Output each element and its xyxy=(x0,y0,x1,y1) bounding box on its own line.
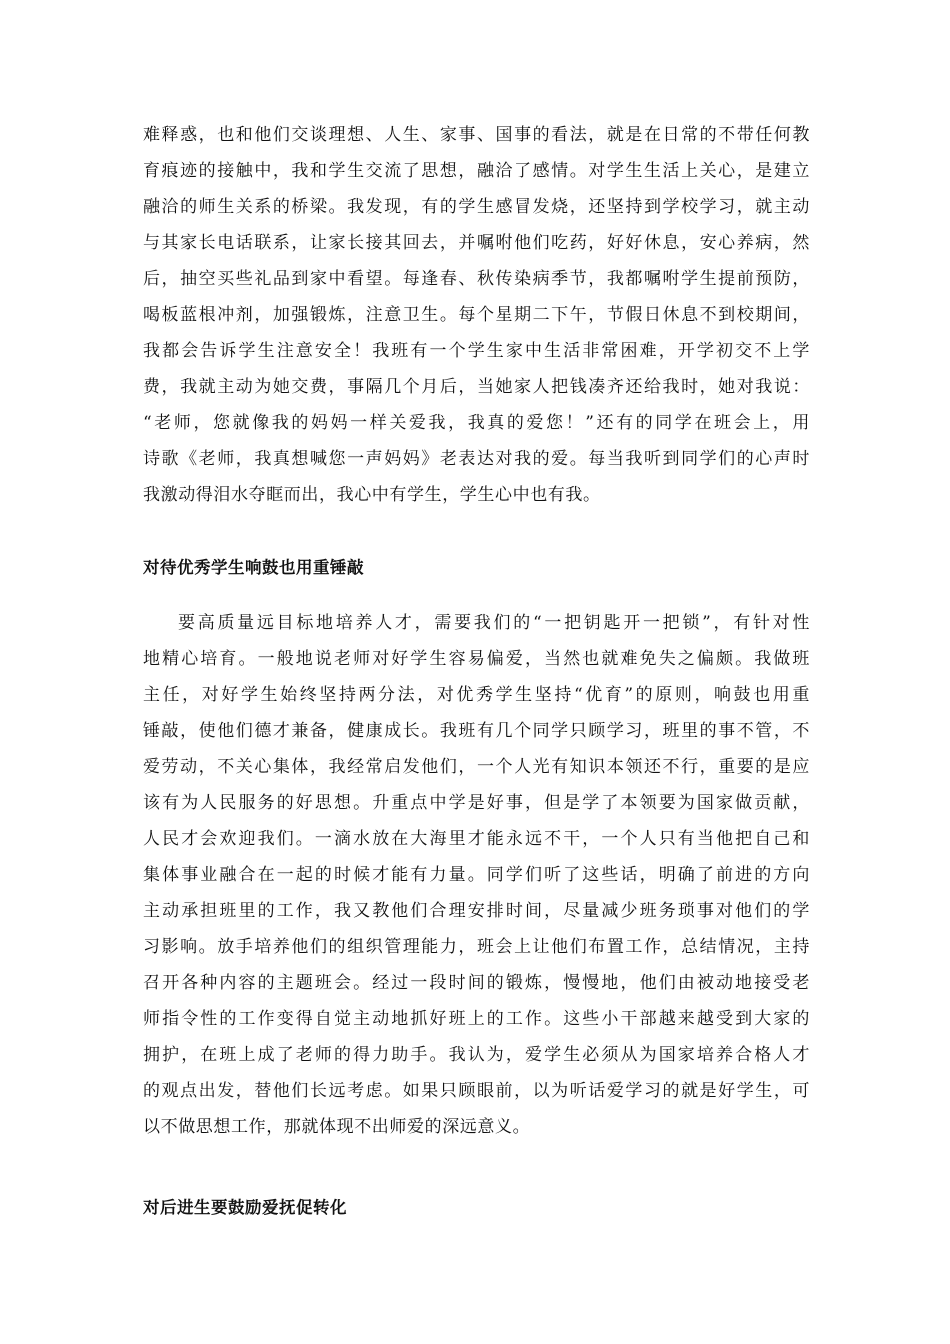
paragraph-line: 的观点出发，替他们长远考虑。如果只顾眼前，以为听话爱学习的就是好学生，可 xyxy=(143,1081,810,1101)
paragraph-line: 后，抽空买些礼品到家中看望。每逢春、秋传染病季节，我都嘱咐学生提前预防， xyxy=(143,269,810,289)
paragraph-line: 我激动得泪水夺眶而出，我心中有学生，学生心中也有我。 xyxy=(143,485,601,505)
paragraph-line: 以不做思想工作，那就体现不出师爱的深远意义。 xyxy=(143,1117,531,1137)
section-heading-excellent-students: 对待优秀学生响鼓也用重锤敲 xyxy=(143,558,364,577)
paragraph-line: 主动承担班里的工作，我又教他们合理安排时间，尽量减少班务琐事对他们的学 xyxy=(143,901,810,921)
section-heading-lagging-students: 对后进生要鼓励爱抚促转化 xyxy=(143,1198,347,1217)
paragraph-line: 主任，对好学生始终坚持两分法，对优秀学生坚持“优育”的原则，响鼓也用重 xyxy=(143,685,810,705)
paragraph-line: 地精心培育。一般地说老师对好学生容易偏爱，当然也就难免失之偏颇。我做班 xyxy=(143,649,810,669)
paragraph-line: “老师，您就像我的妈妈一样关爱我，我真的爱您！”还有的同学在班会上，用 xyxy=(143,413,810,433)
paragraph-line: 融洽的师生关系的桥梁。我发现，有的学生感冒发烧，还坚持到学校学习，就主动 xyxy=(143,197,810,217)
paragraph-line: 爱劳动，不关心集体，我经常启发他们，一个人光有知识本领还不行，重要的是应 xyxy=(143,757,810,777)
paragraph-line: 与其家长电话联系，让家长接其回去，并嘱咐他们吃药，好好休息，安心养病，然 xyxy=(143,233,810,253)
paragraph-line: 该有为人民服务的好思想。升重点中学是好事，但是学了本领要为国家做贡献， xyxy=(143,793,810,813)
paragraph-line: 难释惑，也和他们交谈理想、人生、家事、国事的看法，就是在日常的不带任何教 xyxy=(143,125,810,145)
paragraph-line: 诗歌《老师，我真想喊您一声妈妈》老表达对我的爱。每当我听到同学们的心声时 xyxy=(143,449,810,469)
paragraph-line: 喝板蓝根冲剂，加强锻炼，注意卫生。每个星期二下午，节假日休息不到校期间， xyxy=(143,305,810,325)
paragraph-excellent-students xyxy=(143,605,810,1145)
paragraph-line: 人民才会欢迎我们。一滴水放在大海里才能永远不干，一个人只有当他把自己和 xyxy=(143,829,810,849)
paragraph-line: 师指令性的工作变得自觉主动地抓好班上的工作。这些小干部越来越受到大家的 xyxy=(143,1009,810,1029)
paragraph-line: 集体事业融合在一起的时候才能有力量。同学们听了这些话，明确了前进的方向 xyxy=(143,865,810,885)
paragraph-line: 习影响。放手培养他们的组织管理能力，班会上让他们布置工作，总结情况，主持 xyxy=(143,937,810,957)
paragraph-line: 要高质量远目标地培养人才，需要我们的“一把钥匙开一把锁”，有针对性 xyxy=(178,613,810,633)
paragraph-line: 我都会告诉学生注意安全！我班有一个学生家中生活非常困难，开学初交不上学 xyxy=(143,341,810,361)
paragraph-line: 锤敲，使他们德才兼备，健康成长。我班有几个同学只顾学习，班里的事不管，不 xyxy=(143,721,810,741)
paragraph-care-for-students xyxy=(143,117,810,513)
paragraph-line: 召开各种内容的主题班会。经过一段时间的锻炼，慢慢地，他们由被动地接受老 xyxy=(143,973,810,993)
paragraph-line: 拥护，在班上成了老师的得力助手。我认为，爱学生必须从为国家培养合格人才 xyxy=(143,1045,810,1065)
paragraph-line: 育痕迹的接触中，我和学生交流了思想，融洽了感情。对学生生活上关心，是建立 xyxy=(143,161,810,181)
paragraph-line: 费，我就主动为她交费，事隔几个月后，当她家人把钱凑齐还给我时，她对我说： xyxy=(143,377,810,397)
